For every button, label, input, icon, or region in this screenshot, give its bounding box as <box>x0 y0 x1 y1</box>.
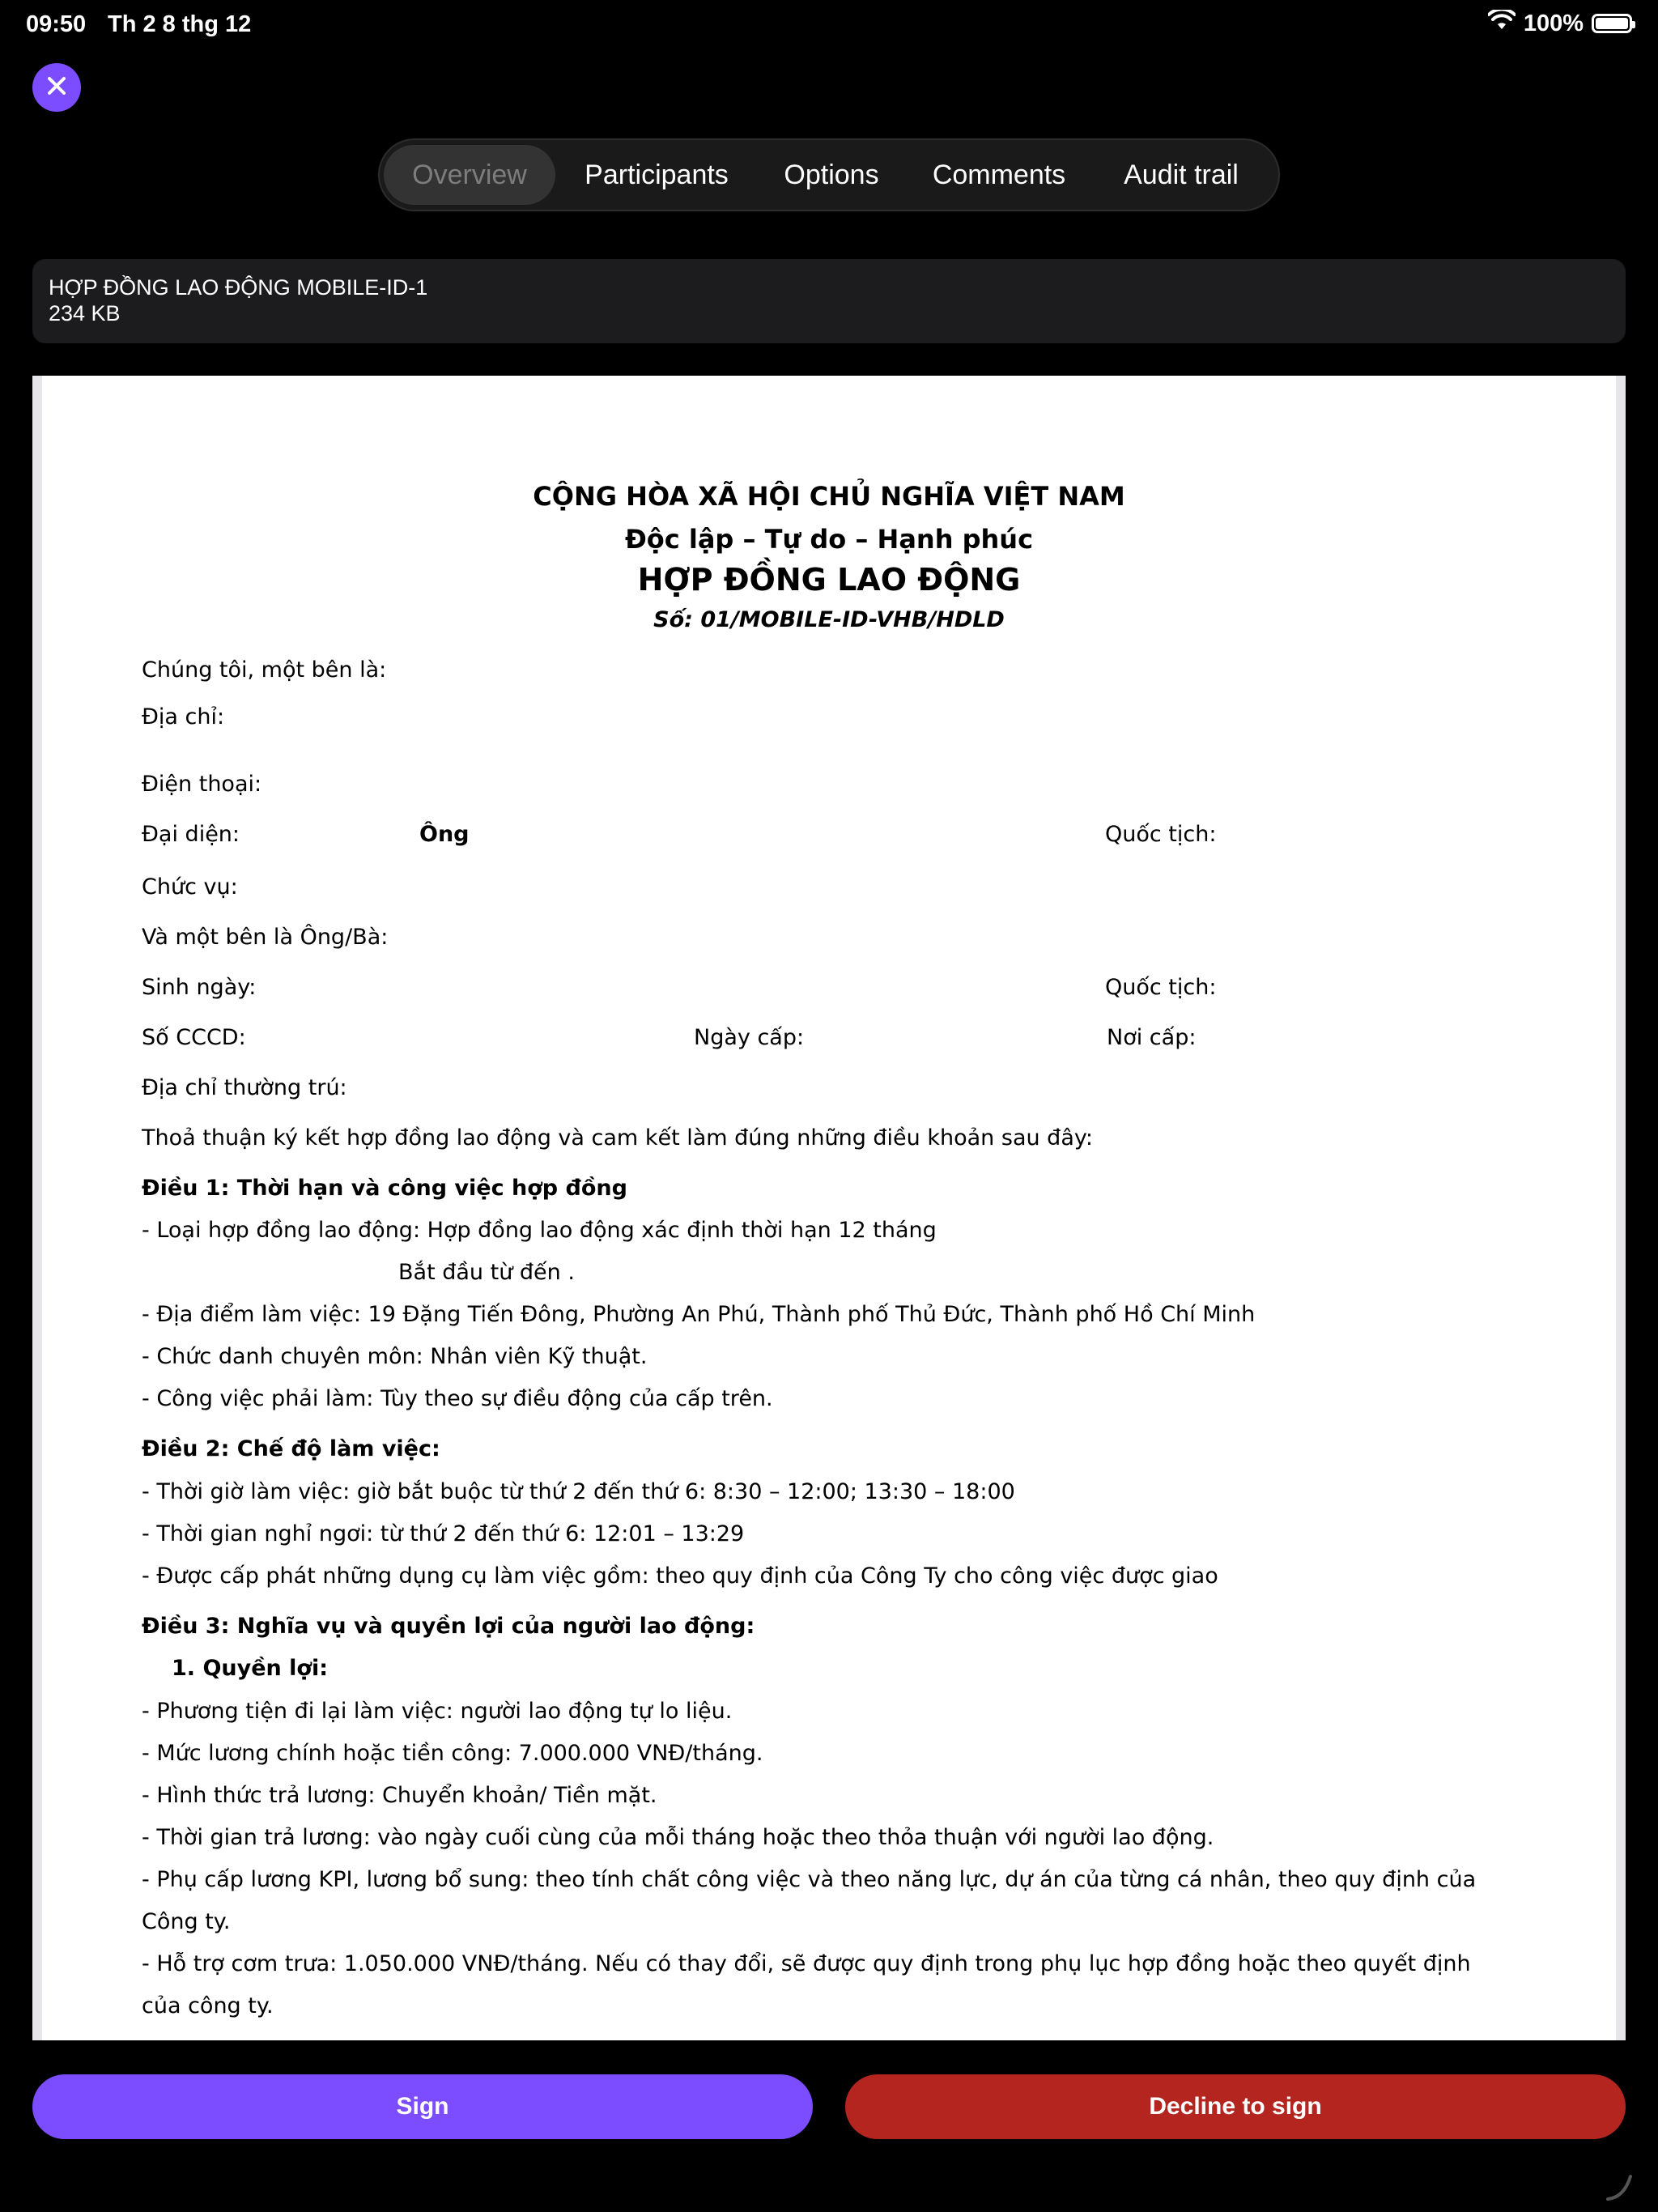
article-3-line: - Hỗ trợ cơm trưa: 1.050.000 VNĐ/tháng. Nếu có thay đổi, sẽ được quy định trong phụ lục hợp đồng hoặc theo quyết định <box>142 1951 1471 1976</box>
address-label: Địa chỉ: <box>142 704 225 730</box>
permanent-address-label: Địa chỉ thường trú: <box>142 1075 347 1100</box>
id-number-label: Số CCCD: <box>142 1025 246 1050</box>
article-3-line: - Hình thức trả lương: Chuyển khoản/ Tiền mặt. <box>142 1783 657 1808</box>
nationality-label: Quốc tịch: <box>1105 822 1217 847</box>
birthdate-label: Sinh ngày: <box>142 975 257 1000</box>
nationality-label: Quốc tịch: <box>1105 975 1217 1000</box>
agreement-text: Thoả thuận ký kết hợp đồng lao động và cam kết làm đúng những điều khoản sau đây: <box>142 1125 1093 1151</box>
article-1-heading: Điều 1: Thời hạn và công việc hợp đồng <box>142 1176 627 1201</box>
doc-header-country: CỘNG HÒA XÃ HỘI CHỦ NGHĨA VIỆT NAM <box>533 481 1125 512</box>
file-name: HỢP ĐỒNG LAO ĐỘNG MOBILE-ID-1 <box>49 275 428 300</box>
tab-overview[interactable]: Overview <box>384 145 555 205</box>
close-button[interactable] <box>32 63 81 112</box>
tab-participants[interactable]: Participants <box>585 160 729 190</box>
representative-value: Ông <box>419 822 470 847</box>
close-icon <box>46 75 67 100</box>
issue-date-label: Ngày cấp: <box>694 1025 805 1050</box>
issue-place-label: Nơi cấp: <box>1107 1025 1197 1050</box>
sign-button[interactable]: Sign <box>32 2074 813 2139</box>
article-3-line: - Thời gian trả lương: vào ngày cuối cùng của mỗi tháng hoặc theo thỏa thuận với người lao động. <box>142 1825 1214 1850</box>
status-time: 09:50 <box>26 11 87 37</box>
article-2-line: - Được cấp phát những dụng cụ làm việc gồm: theo quy định của Công Ty cho công việc được giao <box>142 1563 1218 1589</box>
article-3-line: - Phương tiện đi lại làm việc: người lao động tự lo liệu. <box>142 1699 733 1724</box>
article-1-line: - Loại hợp đồng lao động: Hợp đồng lao động xác định thời hạn 12 tháng <box>142 1218 937 1243</box>
doc-header-motto: Độc lập – Tự do – Hạnh phúc <box>624 524 1034 555</box>
article-2-line: - Thời gian nghỉ ngơi: từ thứ 2 đến thứ 6: 12:01 – 13:29 <box>142 1521 745 1546</box>
position-label: Chức vụ: <box>142 874 238 900</box>
article-1-line: - Địa điểm làm việc: 19 Đặng Tiến Đông, Phường An Phú, Thành phố Thủ Đức, Thành phố Hồ Chí Minh <box>142 1302 1256 1327</box>
tab-bar <box>378 138 1280 211</box>
article-3-heading: Điều 3: Nghĩa vụ và quyền lợi của người lao động: <box>142 1614 755 1639</box>
tab-options[interactable]: Options <box>784 160 879 190</box>
article-2-heading: Điều 2: Chế độ làm việc: <box>142 1436 440 1461</box>
representative-label: Đại diện: <box>142 822 240 847</box>
decline-button[interactable]: Decline to sign <box>845 2074 1626 2139</box>
resize-handle-icon <box>1603 2170 1635 2206</box>
battery-fill <box>1596 18 1628 29</box>
article-3-line: Công ty. <box>142 1909 231 1934</box>
doc-number: Số: 01/MOBILE-ID-VHB/HDLD <box>653 607 1005 632</box>
document-preview[interactable] <box>32 376 1626 2040</box>
party-a-label: Chúng tôi, một bên là: <box>142 657 387 683</box>
article-1-line: Bắt đầu từ đến . <box>398 1260 575 1285</box>
status-date: Th 2 8 thg 12 <box>108 11 252 37</box>
phone-label: Điện thoại: <box>142 772 262 797</box>
article-3-subheading: 1. Quyền lợi: <box>172 1656 329 1681</box>
tab-audit-trail[interactable]: Audit trail <box>1124 160 1239 190</box>
file-size: 234 KB <box>49 301 121 325</box>
tab-comments[interactable]: Comments <box>932 160 1066 190</box>
article-1-line: - Công việc phải làm: Tùy theo sự điều động của cấp trên. <box>142 1386 773 1411</box>
party-b-label: Và một bên là Ông/Bà: <box>142 925 389 950</box>
article-3-line: - Mức lương chính hoặc tiền công: 7.000.000 VNĐ/tháng. <box>142 1741 763 1766</box>
doc-title: HỢP ĐỒNG LAO ĐỘNG <box>637 562 1021 598</box>
article-3-line: - Phụ cấp lương KPI, lương bổ sung: theo tính chất công việc và theo năng lực, dự án của từng cá nhân, theo quy định của <box>142 1867 1477 1892</box>
battery-icon <box>1592 14 1632 33</box>
article-1-line: - Chức danh chuyên môn: Nhân viên Kỹ thuật. <box>142 1344 648 1369</box>
battery-percent: 100% <box>1523 10 1584 36</box>
article-2-line: - Thời giờ làm việc: giờ bắt buộc từ thứ 2 đến thứ 6: 8:30 – 12:00; 13:30 – 18:00 <box>142 1479 1015 1504</box>
wifi-icon <box>1488 10 1516 37</box>
article-3-line: của công ty. <box>142 1993 274 2018</box>
status-indicators <box>1488 10 1632 37</box>
file-info-card[interactable] <box>32 259 1626 343</box>
status-bar <box>0 0 1658 52</box>
